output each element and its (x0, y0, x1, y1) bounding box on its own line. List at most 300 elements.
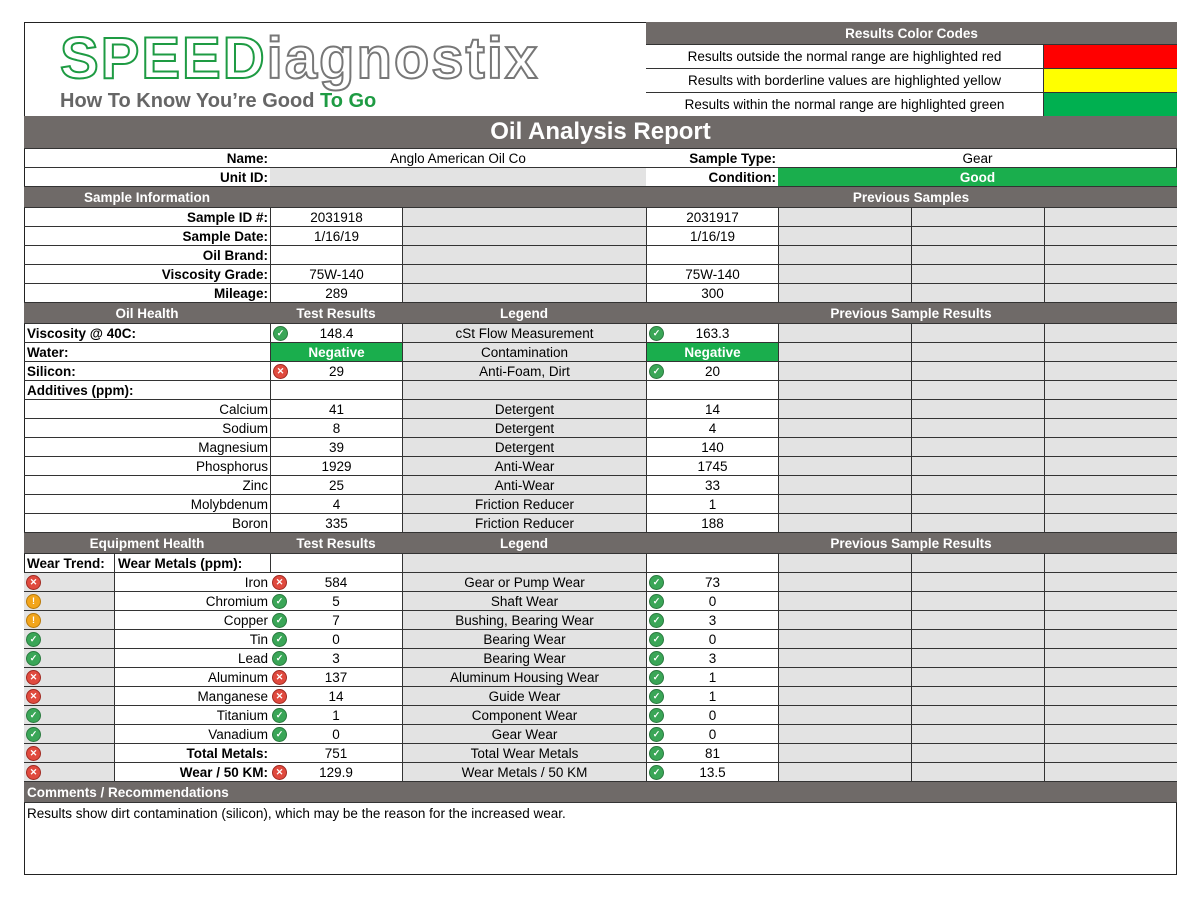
logo-iagnostix-text: iagnostix (266, 26, 540, 91)
empty-cell (778, 554, 911, 572)
wear-metal-legend: Component Wear (402, 706, 646, 724)
check-circle-icon: ✓ (649, 326, 664, 341)
check-circle-icon: ✓ (272, 651, 287, 666)
empty-cell (911, 495, 1044, 513)
additives-label: Additives (ppm): (27, 382, 134, 398)
empty-cell (1044, 514, 1177, 532)
empty-cell (1044, 324, 1177, 342)
wear-metal-label: Total Metals: (114, 744, 270, 762)
sample-info-header (24, 187, 1177, 208)
wear-trend-cell (24, 573, 114, 591)
unit-id-label: Unit ID: (220, 169, 268, 185)
x-circle-icon: ✕ (26, 575, 41, 590)
wear-trend-cell (24, 592, 114, 610)
sample-field-value: 1/16/19 (270, 227, 402, 245)
empty-cell (1044, 476, 1177, 494)
wear-label-row (24, 554, 1177, 573)
info-row-unit (24, 168, 1177, 187)
additive-previous: 14 (646, 400, 778, 418)
empty-cell (911, 476, 1044, 494)
wear-metals-label: Wear Metals (ppm): (114, 554, 270, 572)
empty-cell (911, 343, 1044, 361)
empty-cell (402, 265, 646, 283)
additive-label: Phosphorus (195, 458, 268, 474)
oil-health-title: Oil Health (115, 305, 179, 321)
wear-metal-legend: Guide Wear (402, 687, 646, 705)
empty-cell (1044, 227, 1177, 245)
empty-cell (402, 246, 646, 264)
check-circle-icon: ✓ (272, 594, 287, 609)
empty-cell (911, 246, 1044, 264)
empty-cell (911, 400, 1044, 418)
sample-field-label: Mileage: (213, 285, 268, 301)
additive-row (24, 514, 1177, 533)
empty-cell (402, 208, 646, 226)
empty-cell (1044, 343, 1177, 361)
empty-cell (778, 246, 911, 264)
additive-legend: Detergent (402, 438, 646, 456)
sample-field-value: 2031918 (270, 208, 402, 226)
empty-cell (911, 284, 1044, 302)
oil-health-row (24, 324, 1177, 343)
wear-metal-legend: Gear or Pump Wear (402, 573, 646, 591)
x-circle-icon: ✕ (26, 765, 41, 780)
wear-metal-row (24, 573, 1177, 592)
x-circle-icon: ✕ (272, 765, 287, 780)
additive-previous: 4 (646, 419, 778, 437)
empty-cell (778, 763, 911, 781)
additive-previous: 1 (646, 495, 778, 513)
x-circle-icon: ✕ (272, 689, 287, 704)
wear-metal-value: 5 ✓ (270, 592, 402, 610)
wear-metal-row (24, 592, 1177, 611)
empty-cell (402, 284, 646, 302)
empty-cell (778, 668, 911, 686)
check-circle-icon: ✓ (273, 326, 288, 341)
empty-cell (1044, 495, 1177, 513)
empty-cell (911, 381, 1044, 399)
empty-cell (1044, 706, 1177, 724)
wear-metal-legend: Gear Wear (402, 725, 646, 743)
check-circle-icon: ✓ (649, 594, 664, 609)
color-code-swatch (1044, 69, 1177, 92)
x-circle-icon: ✕ (26, 689, 41, 704)
wear-metal-row (24, 611, 1177, 630)
wear-metal-previous: 1 ✓ (646, 668, 778, 686)
empty-cell (911, 725, 1044, 743)
empty-cell (911, 554, 1044, 572)
empty-cell (911, 611, 1044, 629)
empty-cell (778, 227, 911, 245)
equipment-health-header (24, 533, 1177, 554)
empty-cell (778, 381, 911, 399)
empty-cell (911, 514, 1044, 532)
check-circle-icon: ✓ (649, 613, 664, 628)
empty-cell (911, 438, 1044, 456)
empty-cell (778, 324, 911, 342)
wear-metal-label: Lead (114, 649, 270, 667)
check-circle-icon: ✓ (26, 632, 41, 647)
empty-cell (911, 706, 1044, 724)
empty-cell (1044, 400, 1177, 418)
empty-cell (1044, 573, 1177, 591)
additive-label: Zinc (242, 477, 268, 493)
empty-cell (1044, 592, 1177, 610)
additive-legend: Anti-Wear (402, 476, 646, 494)
additive-label: Sodium (222, 420, 268, 436)
empty-cell (778, 592, 911, 610)
oil-health-header (24, 303, 1177, 324)
empty-cell (778, 419, 911, 437)
wear-trend-cell (24, 706, 114, 724)
wear-metal-value: 14 ✕ (270, 687, 402, 705)
empty-cell (270, 554, 402, 572)
wear-metal-previous: 73 ✓ (646, 573, 778, 591)
wear-trend-cell (24, 668, 114, 686)
additive-legend: Anti-Wear (402, 457, 646, 475)
wear-metal-previous: 1 ✓ (646, 687, 778, 705)
wear-metal-legend: Bushing, Bearing Wear (402, 611, 646, 629)
additive-row (24, 419, 1177, 438)
check-circle-icon: ✓ (272, 727, 287, 742)
sample-field-value: 289 (270, 284, 402, 302)
oil-health-label: Water: (27, 344, 69, 360)
empty-cell (911, 668, 1044, 686)
wear-trend-cell (24, 763, 114, 781)
name-label: Name: (226, 150, 268, 166)
wear-metal-label: Chromium (114, 592, 270, 610)
additive-legend: Detergent (402, 419, 646, 437)
wear-metal-label: Tin (114, 630, 270, 648)
wear-metal-value: 0 ✓ (270, 630, 402, 648)
legend-title: Legend (499, 535, 548, 551)
color-codes-header: Results Color Codes (646, 22, 1177, 45)
oil-health-label: Silicon: (27, 363, 76, 379)
test-results-title: Test Results (296, 305, 376, 321)
empty-cell (778, 362, 911, 380)
legend-value: cSt Flow Measurement (402, 324, 646, 342)
x-circle-icon: ✕ (26, 746, 41, 761)
logo-speed-text: SPEED (60, 26, 267, 91)
previous-result-value: Negative (646, 343, 778, 361)
color-code-text: Results outside the normal range are highlighted red (646, 45, 1044, 68)
additive-row (24, 457, 1177, 476)
sample-info-row (24, 265, 1177, 284)
empty-cell (778, 514, 911, 532)
wear-metal-legend: Total Wear Metals (402, 744, 646, 762)
wear-metal-value: 584 ✕ (270, 573, 402, 591)
empty-cell (778, 438, 911, 456)
wear-metal-label: Copper (114, 611, 270, 629)
previous-sample-value: 2031917 (646, 208, 778, 226)
empty-cell (1044, 208, 1177, 226)
x-circle-icon: ✕ (273, 364, 288, 379)
additive-previous: 188 (646, 514, 778, 532)
color-code-row (646, 93, 1177, 117)
check-circle-icon: ✓ (649, 575, 664, 590)
wear-metal-row (24, 668, 1177, 687)
additives-label-row (24, 381, 1177, 400)
additive-row (24, 400, 1177, 419)
empty-cell (1044, 381, 1177, 399)
oil-health-row (24, 343, 1177, 362)
empty-cell (270, 381, 402, 399)
x-circle-icon: ✕ (272, 575, 287, 590)
wear-metal-label: Manganese (114, 687, 270, 705)
empty-cell (911, 573, 1044, 591)
empty-cell (778, 744, 911, 762)
empty-cell (1044, 419, 1177, 437)
wear-trend-cell (24, 630, 114, 648)
test-results-title: Test Results (296, 535, 376, 551)
wear-metal-previous: 0 ✓ (646, 725, 778, 743)
oil-health-row (24, 362, 1177, 381)
sample-type-label: Sample Type: (689, 150, 776, 166)
sample-info-row (24, 227, 1177, 246)
wear-metal-previous: 13.5 ✓ (646, 763, 778, 781)
additive-previous: 1745 (646, 457, 778, 475)
additive-row (24, 495, 1177, 514)
previous-sample-value: 75W-140 (646, 265, 778, 283)
wear-metal-previous: 0 ✓ (646, 630, 778, 648)
comments-title: Comments / Recommendations (27, 784, 229, 800)
previous-result-value: 20 ✓ (646, 362, 778, 380)
legend-title: Legend (499, 305, 548, 321)
empty-cell (1044, 438, 1177, 456)
legend-value: Contamination (402, 343, 646, 361)
additive-previous: 140 (646, 438, 778, 456)
test-result-value: 29 ✕ (270, 362, 402, 380)
empty-cell (778, 611, 911, 629)
wear-metal-legend: Bearing Wear (402, 630, 646, 648)
color-codes-panel (646, 22, 1177, 117)
color-code-text: Results with borderline values are highlighted yellow (646, 69, 1044, 92)
empty-cell (911, 419, 1044, 437)
empty-cell (778, 573, 911, 591)
empty-cell (778, 706, 911, 724)
empty-cell (1044, 246, 1177, 264)
empty-cell (911, 592, 1044, 610)
check-circle-icon: ✓ (272, 632, 287, 647)
check-circle-icon: ✓ (272, 613, 287, 628)
x-circle-icon: ✕ (272, 670, 287, 685)
check-circle-icon: ✓ (649, 651, 664, 666)
wear-metal-label: Wear / 50 KM: (114, 763, 270, 781)
wear-metal-row (24, 687, 1177, 706)
previous-result-value: 163.3 ✓ (646, 324, 778, 342)
empty-cell (1044, 744, 1177, 762)
wear-metal-previous: 3 ✓ (646, 649, 778, 667)
check-circle-icon: ✓ (649, 765, 664, 780)
comments-text: Results show dirt contamination (silicon), which may be the reason for the increased wear. (27, 806, 566, 821)
wear-metal-previous: 0 ✓ (646, 706, 778, 724)
color-code-text: Results within the normal range are highlighted green (646, 93, 1044, 116)
additive-previous: 33 (646, 476, 778, 494)
speediagnostix-logo (60, 26, 540, 113)
wear-metal-legend: Shaft Wear (402, 592, 646, 610)
empty-cell (911, 227, 1044, 245)
empty-cell (778, 649, 911, 667)
empty-cell (1044, 725, 1177, 743)
logo-tagline: How To Know You’re Good To Go (60, 90, 377, 112)
wear-metal-value: 129.9 ✕ (270, 763, 402, 781)
empty-cell (778, 630, 911, 648)
wear-metal-row (24, 725, 1177, 744)
wear-metal-label: Vanadium (114, 725, 270, 743)
wear-metal-legend: Aluminum Housing Wear (402, 668, 646, 686)
empty-cell (1044, 649, 1177, 667)
check-circle-icon: ✓ (649, 727, 664, 742)
comments-header (24, 782, 1177, 803)
additive-value: 4 (270, 495, 402, 513)
wear-metal-value: 7 ✓ (270, 611, 402, 629)
empty-cell (402, 381, 646, 399)
empty-cell (911, 630, 1044, 648)
additive-label: Calcium (219, 401, 268, 417)
empty-cell (646, 381, 778, 399)
previous-sample-value: 1/16/19 (646, 227, 778, 245)
empty-cell (911, 265, 1044, 283)
check-circle-icon: ✓ (649, 689, 664, 704)
previous-results-title: Previous Sample Results (830, 535, 992, 551)
test-result-value: Negative (270, 343, 402, 361)
test-result-value: 148.4 ✓ (270, 324, 402, 342)
wear-metal-row (24, 630, 1177, 649)
empty-cell (911, 324, 1044, 342)
wear-metal-value: 0 ✓ (270, 725, 402, 743)
wear-metal-value: 3 ✓ (270, 649, 402, 667)
additive-label: Molybdenum (190, 496, 268, 512)
empty-cell (778, 284, 911, 302)
sample-info-title: Sample Information (83, 189, 210, 205)
check-circle-icon: ✓ (649, 364, 664, 379)
empty-cell (1044, 630, 1177, 648)
wear-trend-cell (24, 687, 114, 705)
wear-trend-cell (24, 649, 114, 667)
previous-sample-value: 300 (646, 284, 778, 302)
empty-cell (1044, 457, 1177, 475)
report-title: Oil Analysis Report (24, 116, 1177, 149)
empty-cell (911, 763, 1044, 781)
empty-cell (911, 649, 1044, 667)
sample-field-label: Sample Date: (182, 228, 268, 244)
color-code-row (646, 69, 1177, 93)
previous-sample-value (646, 246, 778, 264)
additive-value: 335 (270, 514, 402, 532)
empty-cell (1044, 362, 1177, 380)
check-circle-icon: ✓ (26, 708, 41, 723)
additive-legend: Detergent (402, 400, 646, 418)
sample-info-row (24, 208, 1177, 227)
additive-value: 8 (270, 419, 402, 437)
sample-field-label: Sample ID #: (186, 209, 268, 225)
additive-legend: Friction Reducer (402, 495, 646, 513)
wear-metal-row (24, 649, 1177, 668)
x-circle-icon: ✕ (26, 670, 41, 685)
color-code-row (646, 45, 1177, 69)
empty-cell (778, 208, 911, 226)
check-circle-icon: ✓ (26, 727, 41, 742)
wear-metal-legend: Wear Metals / 50 KM (402, 763, 646, 781)
wear-metal-row (24, 706, 1177, 725)
exclamation-circle-icon: ! (26, 613, 41, 628)
wear-metal-row (24, 763, 1177, 782)
empty-cell (778, 265, 911, 283)
empty-cell (1044, 687, 1177, 705)
oil-health-label: Viscosity @ 40C: (27, 325, 136, 341)
additive-value: 41 (270, 400, 402, 418)
wear-metal-row (24, 744, 1177, 763)
empty-cell (646, 554, 778, 572)
condition-value: Good (778, 168, 1177, 186)
wear-metal-label: Titanium (114, 706, 270, 724)
wear-metal-label: Iron (114, 573, 270, 591)
empty-cell (911, 744, 1044, 762)
check-circle-icon: ✓ (649, 746, 664, 761)
condition-label: Condition: (708, 169, 776, 185)
additive-legend: Friction Reducer (402, 514, 646, 532)
empty-cell (778, 400, 911, 418)
wear-metal-previous: 0 ✓ (646, 592, 778, 610)
additive-label: Boron (231, 515, 268, 531)
empty-cell (1044, 668, 1177, 686)
exclamation-circle-icon: ! (26, 594, 41, 609)
wear-trend-label: Wear Trend: (27, 555, 105, 571)
check-circle-icon: ✓ (272, 708, 287, 723)
additive-value: 39 (270, 438, 402, 456)
legend-value: Anti-Foam, Dirt (402, 362, 646, 380)
empty-cell (911, 362, 1044, 380)
wear-trend-cell (24, 611, 114, 629)
wear-trend-cell (24, 725, 114, 743)
empty-cell (402, 554, 646, 572)
empty-cell (778, 343, 911, 361)
empty-cell (402, 227, 646, 245)
name-value: Anglo American Oil Co (390, 150, 526, 166)
check-circle-icon: ✓ (26, 651, 41, 666)
additive-value: 25 (270, 476, 402, 494)
additive-value: 1929 (270, 457, 402, 475)
color-code-swatch (1044, 93, 1177, 116)
empty-cell (778, 495, 911, 513)
empty-cell (1044, 265, 1177, 283)
empty-cell (778, 476, 911, 494)
wear-metal-value: 137 ✕ (270, 668, 402, 686)
color-code-swatch (1044, 45, 1177, 68)
sample-info-row (24, 284, 1177, 303)
report-body (24, 116, 1177, 861)
equipment-health-title: Equipment Health (89, 535, 205, 551)
wear-metal-label: Aluminum (114, 668, 270, 686)
sample-info-row (24, 246, 1177, 265)
empty-cell (1044, 611, 1177, 629)
sample-field-value (270, 246, 402, 264)
sample-field-label: Oil Brand: (202, 247, 268, 263)
empty-cell (911, 687, 1044, 705)
empty-cell (911, 208, 1044, 226)
empty-cell (778, 457, 911, 475)
wear-metal-previous: 81 ✓ (646, 744, 778, 762)
info-row-name (24, 149, 1177, 168)
wear-trend-cell (24, 744, 114, 762)
wear-metal-value: 751 (324, 745, 348, 761)
sample-type-value: Gear (962, 150, 993, 166)
empty-cell (1044, 554, 1177, 572)
sample-field-value: 75W-140 (270, 265, 402, 283)
additive-row (24, 438, 1177, 457)
previous-results-title: Previous Sample Results (830, 305, 992, 321)
unit-id-value (270, 168, 646, 186)
